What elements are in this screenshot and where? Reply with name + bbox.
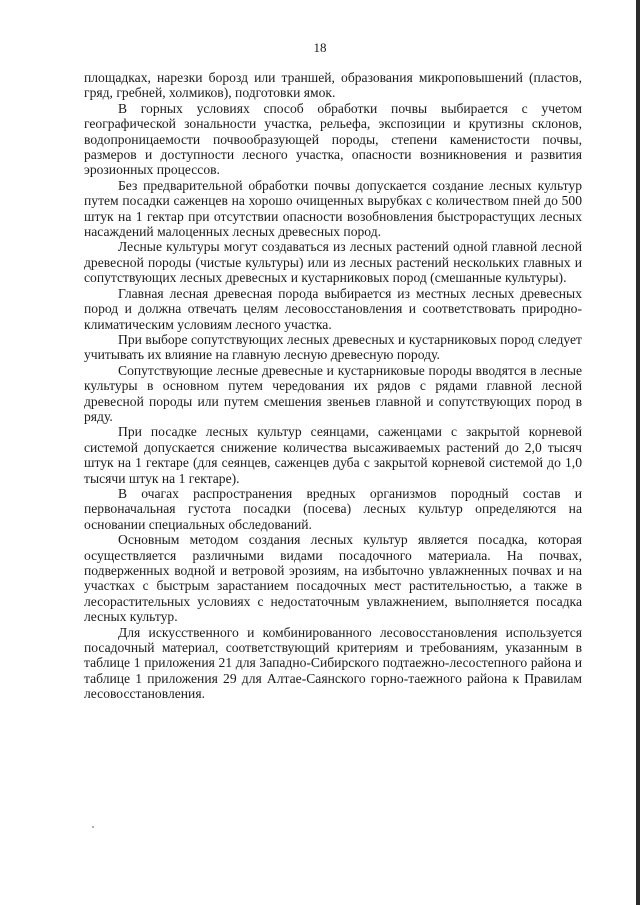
page-number: 18 bbox=[313, 40, 327, 55]
paragraph-4: Лесные культуры могут создаваться из лесных растений одной главной лесной древесной породы (чистые культуры) или из лесных растений нескольких главных и сопутствующих лесных древесных и кустарниковых пород (смешанные культуры). bbox=[84, 239, 582, 286]
paragraph-7: Сопутствующие лесные древесные и кустарниковые породы вводятся в лесные культуры в основном путем чередования их рядов с рядами главной лесной древесной породы или путем смешения звеньев главной и сопутствующих пород в ряду. bbox=[84, 362, 582, 424]
paragraph-9: В очагах распространения вредных организмов породный состав и первоначальная густота посадки (посева) лесных культур определяются на основании специальных обследований. bbox=[84, 485, 582, 532]
paragraph-3: Без предварительной обработки почвы допускается создание лесных культур путем посадки саженцев на хорошо очищенных вырубках с количеством пней до 500 штук на 1 гектар при отсутствии опасности возобновления быстрорастущих лесных насаждений малоценных лесных древесных пород. bbox=[84, 177, 582, 240]
paragraph-10: Основным методом создания лесных культур является посадка, которая осуществляется различными видами посадочного материала. На почвах, подверженных водной и ветровой эрозиям, на избыточно увлажненных почвах и на участках с быстрым зарастанием посадочных мест растительностью, а также в лесорастительных условиях с недостаточным увлажнением, выполняется посадка лесных культур. bbox=[84, 532, 582, 625]
scan-edge-shadow bbox=[636, 0, 640, 905]
paragraph-1: площадках, нарезки борозд или траншей, образования микроповышений (пластов, гряд, гребней, холмиков), подготовки ямок. bbox=[84, 70, 582, 101]
paragraph-2: В горных условиях способ обработки почвы выбирается с учетом географической зональности участка, рельефа, экспозиции и крутизны склонов, водопроницаемости почвообразующей породы, степени каменистости почвы, размеров и доступности лесного участка, опасности возникновения и развития эрозионных процессов. bbox=[84, 100, 582, 178]
paragraph-6: При выборе сопутствующих лесных древесных и кустарниковых пород следует учитывать их влияние на главную лесную древесную породу. bbox=[84, 331, 582, 363]
paragraph-8: При посадке лесных культур сеянцами, саженцами с закрытой корневой системой допускается снижение количества высаживаемых растений до 2,0 тысяч штук на 1 гектаре (для сеянцев, саженцев дуба с закрытой корневой системой до 1,0 тысячи штук на 1 гектаре). bbox=[84, 424, 582, 486]
paragraph-5: Главная лесная древесная порода выбирается из местных лесных древесных пород и должна отвечать целям лесовосстановления и соответствовать природно-климатическим условиям лесного участка. bbox=[84, 285, 582, 332]
paragraph-11: Для искусственного и комбинированного лесовосстановления используется посадочный материал, соответствующий критериям и требованиям, указанным в таблице 1 приложения 21 для Западно-Сибирского подтаежно-лесостепного района и таблице 1 приложения 29 для Алтае-Саянского горно-таежного района к Правилам лесовосстановления. bbox=[84, 624, 582, 702]
document-body bbox=[84, 70, 582, 702]
scan-speck bbox=[92, 826, 94, 828]
